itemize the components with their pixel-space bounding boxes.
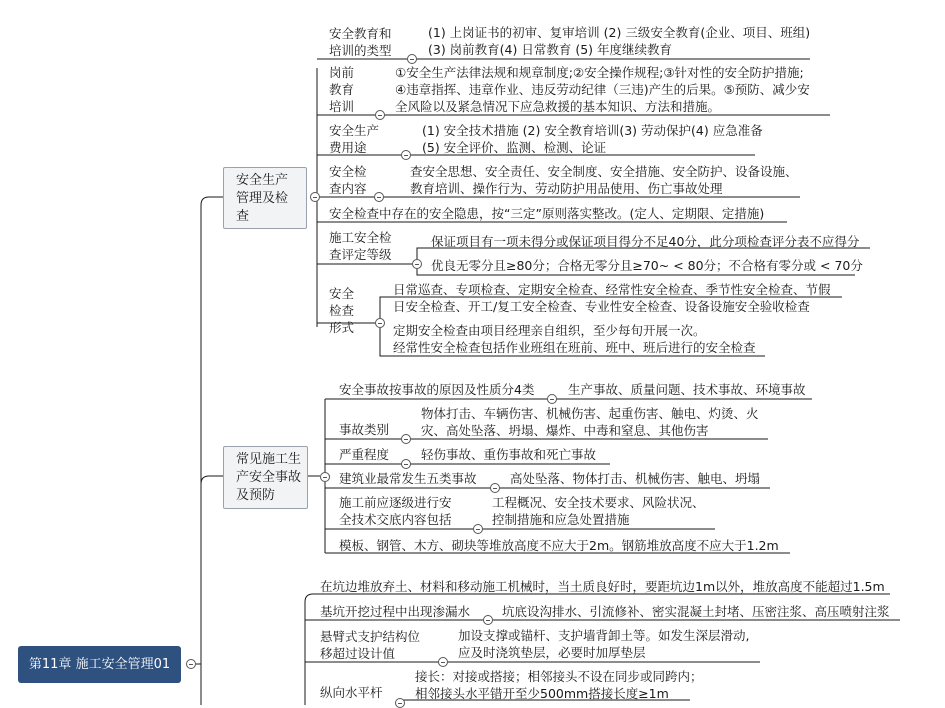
node-pit-leakage[interactable]: 基坑开挖过程中出现渗漏水 xyxy=(320,604,471,619)
collapse-toggle[interactable] xyxy=(395,698,405,708)
node-accident-categories[interactable]: 事故类别 xyxy=(339,422,390,437)
node-inspection-forms[interactable]: 安全 检查 形式 xyxy=(329,286,355,335)
collapse-toggle[interactable] xyxy=(401,150,411,160)
branch-safety-management-label: 安全生产 管理及检 查 xyxy=(236,173,289,224)
node-longitudinal-bar[interactable]: 纵向水平杆 xyxy=(320,685,383,700)
detail-five-common-accidents: 高处坠落、物体打击、机械伤害、触电、坍塌 xyxy=(510,471,761,486)
node-technical-disclosure[interactable]: 施工前应逐级进行安 全技术交底内容包括 xyxy=(339,495,452,527)
node-severity[interactable]: 严重程度 xyxy=(339,447,390,462)
collapse-toggle[interactable] xyxy=(320,472,330,482)
node-inspection-grade[interactable]: 施工安全检 查评定等级 xyxy=(329,230,392,262)
node-stacking-height[interactable]: 模板、钢管、木方、砌块等堆放高度不应大于2m。钢筋堆放高度不应大于1.2m xyxy=(339,538,779,553)
detail-pit-leakage: 坑底设沟排水、引流修补、密实混凝土封堵、压密注浆、高压喷射注浆 xyxy=(502,604,890,619)
detail-forms-1: 日常巡查、专项检查、定期安全检查、经常性安全检查、季节性安全检查、节假 日安全检查、开工/复工安全检查、专业性安全检查、设备设施安全验收检查 xyxy=(393,282,831,314)
collapse-toggle[interactable] xyxy=(412,259,422,269)
detail-cantilever-displacement: 加设支撑或锚杆、支护墙背卸土等。如发生深层滑动, 应及时浇筑垫层，必要时加厚垫层 xyxy=(458,628,750,660)
detail-safety-fee-usage: (1) 安全技术措施 (2) 安全教育培训(3) 劳动保护(4) 应急准备 (5) 安全评价、监测、检测、论证 xyxy=(422,123,763,155)
detail-longitudinal-bar: 接长：对接或搭接；相邻接头不设在同步或同跨内； 相邻接头水平错开至少500mm搭接长度≥1m xyxy=(415,669,703,701)
collapse-toggle[interactable] xyxy=(401,459,411,469)
trunk-to-branch1 xyxy=(201,197,223,705)
collapse-toggle[interactable] xyxy=(401,434,411,444)
collapse-toggle[interactable] xyxy=(473,524,483,534)
node-three-fix-principle[interactable]: 安全检查中存在的安全隐患，按“三定”原则落实整改。(定人、定期限、定措施) xyxy=(329,206,765,221)
collapse-toggle[interactable] xyxy=(375,318,385,328)
detail-accident-four-types: 生产事故、质量问题、技术事故、环境事故 xyxy=(568,382,806,397)
detail-grade-1: 保证项目有一项未得分或保证项目得分不足40分，此分项检查评分表不应得分 xyxy=(431,234,860,249)
collapse-toggle[interactable] xyxy=(407,54,417,64)
collapse-toggle[interactable] xyxy=(310,192,320,202)
node-pre-job-training[interactable]: 岗前 教育 培训 xyxy=(329,65,355,114)
detail-accident-categories: 物体打击、车辆伤害、机械伤害、起重伤害、触电、灼烫、火 灾、高处坠落、坍塌、爆炸、中毒和窒息、其他伤害 xyxy=(421,406,759,438)
node-inspection-content[interactable]: 安全检 查内容 xyxy=(329,164,367,196)
node-accident-four-types[interactable]: 安全事故按事故的原因及性质分4类 xyxy=(339,382,535,397)
detail-pre-job-training: ①安全生产法律法规和规章制度;②安全操作规程;③针对性的安全防护措施; ④违章指挥、违章作业、违反劳动纪律（三违)产生的后果。⑤预防、减少安 全风险以及紧急情况下应急救援的基本知识、方法和措施。 xyxy=(395,65,810,114)
node-five-common-accidents[interactable]: 建筑业最常发生五类事故 xyxy=(339,471,477,486)
collapse-toggle[interactable] xyxy=(375,110,385,120)
collapse-toggle[interactable] xyxy=(490,483,500,493)
collapse-toggle[interactable] xyxy=(438,657,448,667)
collapse-toggle[interactable] xyxy=(374,192,384,202)
detail-inspection-content: 查安全思想、安全责任、安全制度、安全措施、安全防护、设备设施、 教育培训、操作行为、劳动防护用品使用、伤亡事故处理 xyxy=(410,164,798,196)
node-cantilever-displacement[interactable]: 悬臂式支护结构位 移超过设计值 xyxy=(320,629,421,661)
detail-grade-2: 优良无零分且≥80分；合格无零分且≥70~ < 80分；不合格有零分或 < 70分 xyxy=(431,258,863,273)
collapse-toggle[interactable] xyxy=(483,615,493,625)
detail-technical-disclosure: 工程概况、安全技术要求、风险状况、 控制措施和应急处置措施 xyxy=(492,495,705,527)
collapse-toggle[interactable] xyxy=(186,659,196,669)
group3-first xyxy=(305,594,890,602)
collapse-toggle[interactable] xyxy=(547,394,557,404)
detail-forms-2: 定期安全检查由项目经理亲自组织，至少每旬开展一次。 经常性安全检查包括作业班组在班前、班中、班后进行的安全检查 xyxy=(393,323,756,355)
trunk-to-branch2 xyxy=(201,476,223,484)
detail-severity: 轻伤事故、重伤事故和死亡事故 xyxy=(421,447,597,462)
detail-education-types: (1) 上岗证书的初审、复审培训 (2) 三级安全教育(企业、项目、班组) (3) 岗前教育(4) 日常教育 (5) 年度继续教育 xyxy=(428,25,811,57)
root-topic[interactable]: 第11章 施工安全管理01 xyxy=(18,646,181,683)
node-safety-fee-usage[interactable]: 安全生产 费用途 xyxy=(329,123,380,155)
node-pit-edge-stacking[interactable]: 在坑边堆放弃土、材料和移动施工机械时，当土质良好时，要距坑边1m以外，堆放高度不能超过1.5m xyxy=(320,579,885,594)
branch-accident-prevention-label: 常见施工生 产安全事故 及预防 xyxy=(236,452,302,503)
node-education-types[interactable]: 安全教育和 培训的类型 xyxy=(329,26,392,58)
